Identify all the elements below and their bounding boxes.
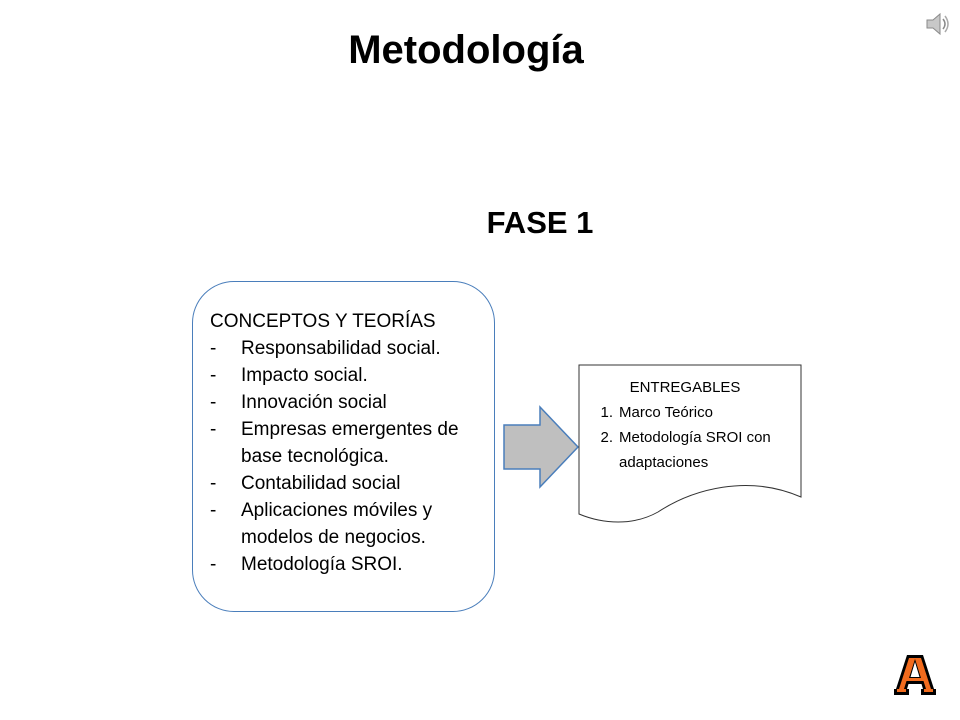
list-item-number: 1. [600, 404, 613, 421]
list-item [210, 551, 486, 578]
list-item-text: Metodología SROI. [241, 554, 403, 575]
phase-title: FASE 1 [486, 205, 594, 240]
list-item-text: Innovación social [241, 392, 387, 413]
bullet-dash: - [210, 419, 217, 440]
list-item [580, 400, 800, 425]
deliverables-panel [580, 375, 800, 475]
list-item [210, 362, 486, 389]
list-item [210, 389, 486, 416]
bullet-dash: - [210, 365, 217, 386]
speaker-icon[interactable] [924, 10, 952, 38]
right-arrow-icon [502, 405, 580, 489]
list-item-text: Metodología SROI con adaptaciones [619, 429, 771, 471]
list-item [210, 497, 486, 551]
list-item-text: Aplicaciones móviles y modelos de negocios. [241, 500, 433, 548]
bullet-dash: - [210, 338, 217, 359]
bullet-dash: - [210, 473, 217, 494]
list-item-text: Impacto social. [241, 365, 368, 386]
list-item [580, 425, 800, 475]
list-item [210, 470, 486, 497]
list-item-number: 2. [600, 429, 613, 446]
bullet-dash: - [210, 554, 217, 575]
deliverables-list [580, 400, 800, 475]
concepts-heading: CONCEPTOS Y TEORÍAS [210, 311, 436, 332]
bullet-dash: - [210, 500, 217, 521]
list-item-text: Responsabilidad social. [241, 338, 441, 359]
concepts-list [210, 335, 486, 578]
deliverables-heading: ENTREGABLES [629, 379, 741, 396]
bullet-dash: - [210, 392, 217, 413]
concepts-box [192, 281, 495, 612]
letter-a-logo-icon [894, 654, 936, 696]
slide-title: Metodología [348, 28, 584, 72]
list-item [210, 335, 486, 362]
list-item-text: Contabilidad social [241, 473, 401, 494]
list-item [210, 416, 486, 470]
list-item-text: Marco Teórico [619, 404, 713, 421]
list-item-text: Empresas emergentes de base tecnológica. [241, 419, 459, 467]
